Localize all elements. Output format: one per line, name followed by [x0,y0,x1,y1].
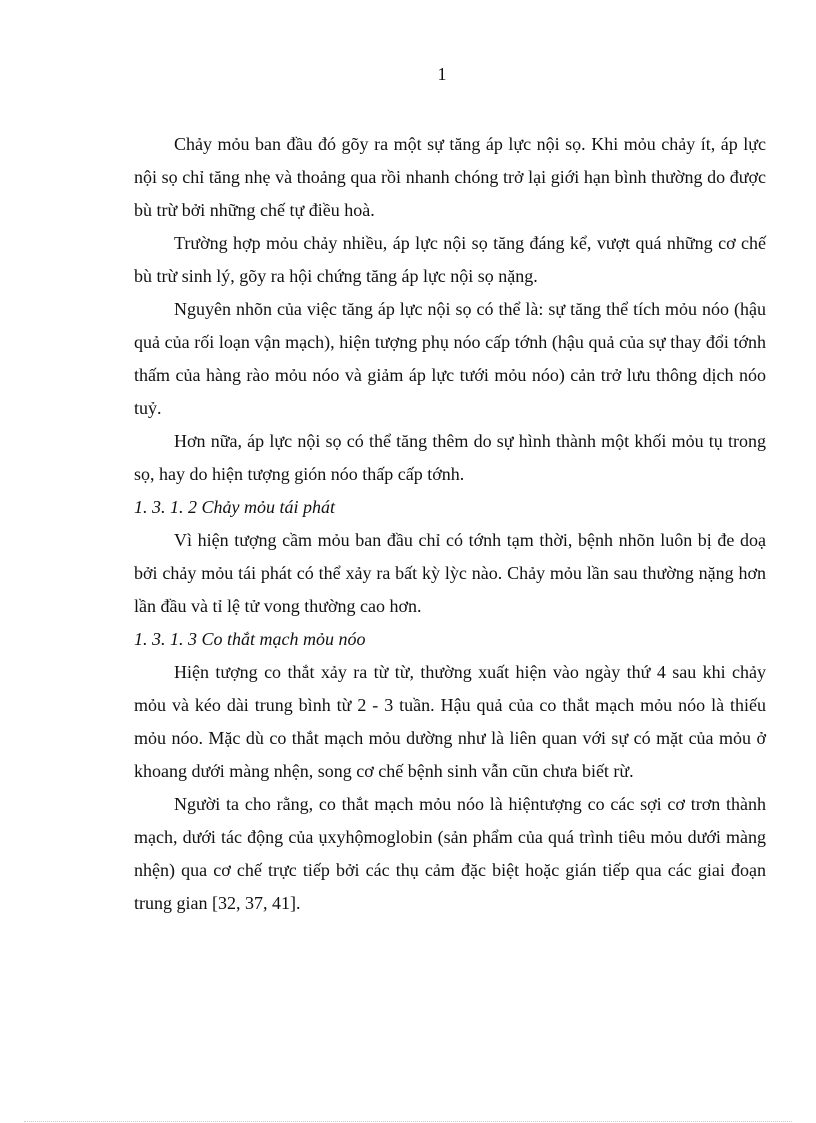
section-heading-vasospasm: 1. 3. 1. 3 Co thắt mạch mỏu nóo [134,629,366,649]
paragraph-vasospasm: Hiện tượng co thắt xảy ra từ từ, thường xuất hiện vào ngày thứ 4 sau khi chảy mỏu và kéo dài trung bình từ 2 - 3 tuần. Hậu quả của co thắt mạch mỏu nóo là thiếu mỏu nóo. Mặc dù co thắt mạch mỏu dường như là liên quan với sự có mặt của mỏu ở khoang dưới màng nhện, song cơ chế bệnh sinh vẫn cũn chưa biết rừ. [134,662,766,781]
page-bottom-divider [24,1121,792,1122]
document-body [134,128,766,920]
page-number: 1 [437,64,447,84]
paragraph-heavy-bleeding: Trường hợp mỏu chảy nhiều, áp lực nội sọ tăng đáng kể, vượt quá những cơ chế bù trừ sinh lý, gõy ra hội chứng tăng áp lực nội sọ nặng. [134,233,766,286]
paragraph-causes: Nguyên nhõn của việc tăng áp lực nội sọ có thể là: sự tăng thể tích mỏu nóo (hậu quả của rối loạn vận mạch), hiện tượng phụ nóo cấp tớnh (hậu quả của sự thay đổi tớnh thấm của hàng rào mỏu nóo và giảm áp lực tưới mỏu nóo) cản trở lưu thông dịch nóo tuỷ. [134,299,766,418]
paragraph-rebleeding: Vì hiện tượng cầm mỏu ban đầu chỉ có tớnh tạm thời, bệnh nhõn luôn bị đe doạ bởi chảy mỏu tái phát có thể xảy ra bất kỳ lỳc nào. Chảy mỏu lần sau thường nặng hơn lần đầu và tỉ lệ tử vong thường cao hơn. [134,530,766,616]
section-heading-rebleeding: 1. 3. 1. 2 Chảy mỏu tái phát [134,497,335,517]
paragraph-hematoma: Hơn nữa, áp lực nội sọ có thể tăng thêm do sự hình thành một khối mỏu tụ trong sọ, hay do hiện tượng gión nóo thấp cấp tớnh. [134,431,766,484]
paragraph-vasospasm-mechanism: Người ta cho rằng, co thắt mạch mỏu nóo là hiệntượng co các sợi cơ trơn thành mạch, dưới tác động của ụxyhộmoglobin (sản phẩm của quá trình tiêu mỏu dưới màng nhện) qua cơ chế trực tiếp bởi các thụ cảm đặc biệt hoặc gián tiếp qua các giai đoạn trung gian [32, 37, 41]. [134,794,766,913]
paragraph-intracranial-pressure: Chảy mỏu ban đầu đó gõy ra một sự tăng áp lực nội sọ. Khi mỏu chảy ít, áp lực nội sọ chỉ tăng nhẹ và thoảng qua rồi nhanh chóng trở lại giới hạn bình thường do được bù trừ bởi những chế tự điều hoà. [134,134,766,220]
